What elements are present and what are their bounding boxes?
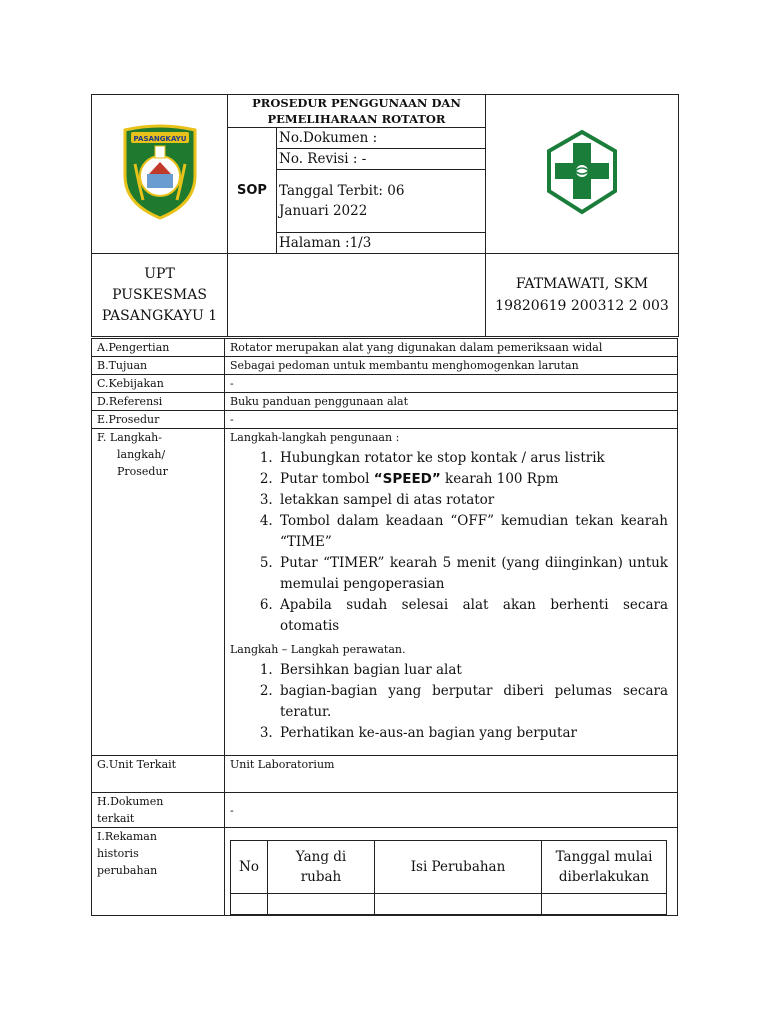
usage-step-item: 3. letakkan sampel di atas rotator [277, 490, 668, 511]
title-line-1: PROSEDUR PENGGUNAAN DAN [252, 96, 461, 110]
usage-step-item: 4. Tombol dalam keadaan “OFF” kemudian tekan kearah “TIME” [277, 511, 668, 553]
dokumen-value: - [225, 793, 678, 828]
care-steps-list [230, 660, 672, 744]
care-step-item: 1. Bersihkan bagian luar alat [277, 660, 668, 681]
prosedur-value: - [225, 411, 678, 429]
pengertian-value: Rotator merupakan alat yang digunakan dalam pemeriksaan widal [225, 339, 678, 357]
tanggal-terbit: Tanggal Terbit: 06 Januari 2022 [277, 170, 486, 233]
organization-cell [92, 254, 228, 337]
usage-step-item: 1. Hubungkan rotator ke stop kontak / arus listrik [277, 448, 668, 469]
pasangkayu-emblem-icon [119, 124, 201, 220]
sop-header-table [91, 94, 679, 337]
signer-name: FATMAWATI, SKM [515, 276, 649, 292]
signer-nip: 19820619 200312 2 003 [495, 298, 669, 314]
prosedur-label: E.Prosedur [92, 411, 225, 429]
no-revisi: No. Revisi : - [277, 149, 486, 170]
history-empty-cell [231, 894, 268, 915]
care-intro: Langkah – Langkah perawatan. [230, 643, 406, 656]
care-step-item: 2. bagian-bagian yang berputar diberi pelumas secara teratur. [277, 681, 668, 723]
referensi-label: D.Referensi [92, 393, 225, 411]
history-empty-cell [375, 894, 542, 915]
history-col-yang: Yang di rubah [268, 841, 375, 894]
tujuan-value: Sebagai pedoman untuk membantu menghomogenkan larutan [225, 357, 678, 375]
document-title-cell [228, 95, 486, 128]
org-line-3: PASANGKAYU 1 [101, 307, 218, 324]
rekaman-label: I.Rekaman historis perubahan [92, 828, 225, 916]
title-line-2: PEMELIHARAAN ROTATOR [267, 112, 446, 126]
usage-step-item: 2. Putar tombol “SPEED” kearah 100 Rpm [277, 469, 668, 490]
puskesmas-cross-logo-icon [545, 129, 619, 215]
referensi-value: Buku panduan penggunaan alat [225, 393, 678, 411]
halaman: Halaman :1/3 [277, 233, 486, 254]
no-dokumen: No.Dokumen : [277, 128, 486, 149]
usage-intro: Langkah-langkah pengunaan : [230, 431, 400, 444]
history-col-no: No [231, 841, 268, 894]
usage-steps-list [230, 448, 672, 637]
pengertian-label: A.Pengertian [92, 339, 225, 357]
history-table [230, 840, 667, 915]
care-step-item: 3. Perhatikan ke-aus-an bagian yang berputar [277, 723, 668, 744]
unit-value: Unit Laboratorium [225, 756, 678, 793]
svg-text:PASANGKAYU: PASANGKAYU [133, 135, 186, 143]
history-empty-cell [268, 894, 375, 915]
rekaman-value [225, 828, 678, 916]
right-logo-cell [486, 95, 679, 254]
history-col-isi: Isi Perubahan [375, 841, 542, 894]
kebijakan-label: C.Kebijakan [92, 375, 225, 393]
langkah-label: F. Langkah- langkah/ Prosedur [92, 429, 225, 756]
usage-step-item: 5. Putar “TIMER” kearah 5 menit (yang diinginkan) untuk memulai pengoperasian [277, 553, 668, 595]
history-empty-cell [542, 894, 667, 915]
langkah-value [225, 429, 678, 756]
tujuan-label: B.Tujuan [92, 357, 225, 375]
org-line-1: UPT [144, 265, 175, 282]
org-line-2: PUSKESMAS [112, 286, 207, 303]
signer-cell [486, 254, 679, 337]
unit-label: G.Unit Terkait [92, 756, 225, 793]
kebijakan-value: - [225, 375, 678, 393]
signature-area [228, 254, 486, 337]
history-col-tanggal: Tanggal mulai diberlakukan [542, 841, 667, 894]
sop-content-table [91, 338, 678, 916]
usage-step-item: 6. Apabila sudah selesai alat akan berhenti secara otomatis [277, 595, 668, 637]
sop-label: SOP [228, 128, 277, 254]
dokumen-label: H.Dokumen terkait [92, 793, 225, 828]
left-logo-cell [92, 95, 228, 254]
